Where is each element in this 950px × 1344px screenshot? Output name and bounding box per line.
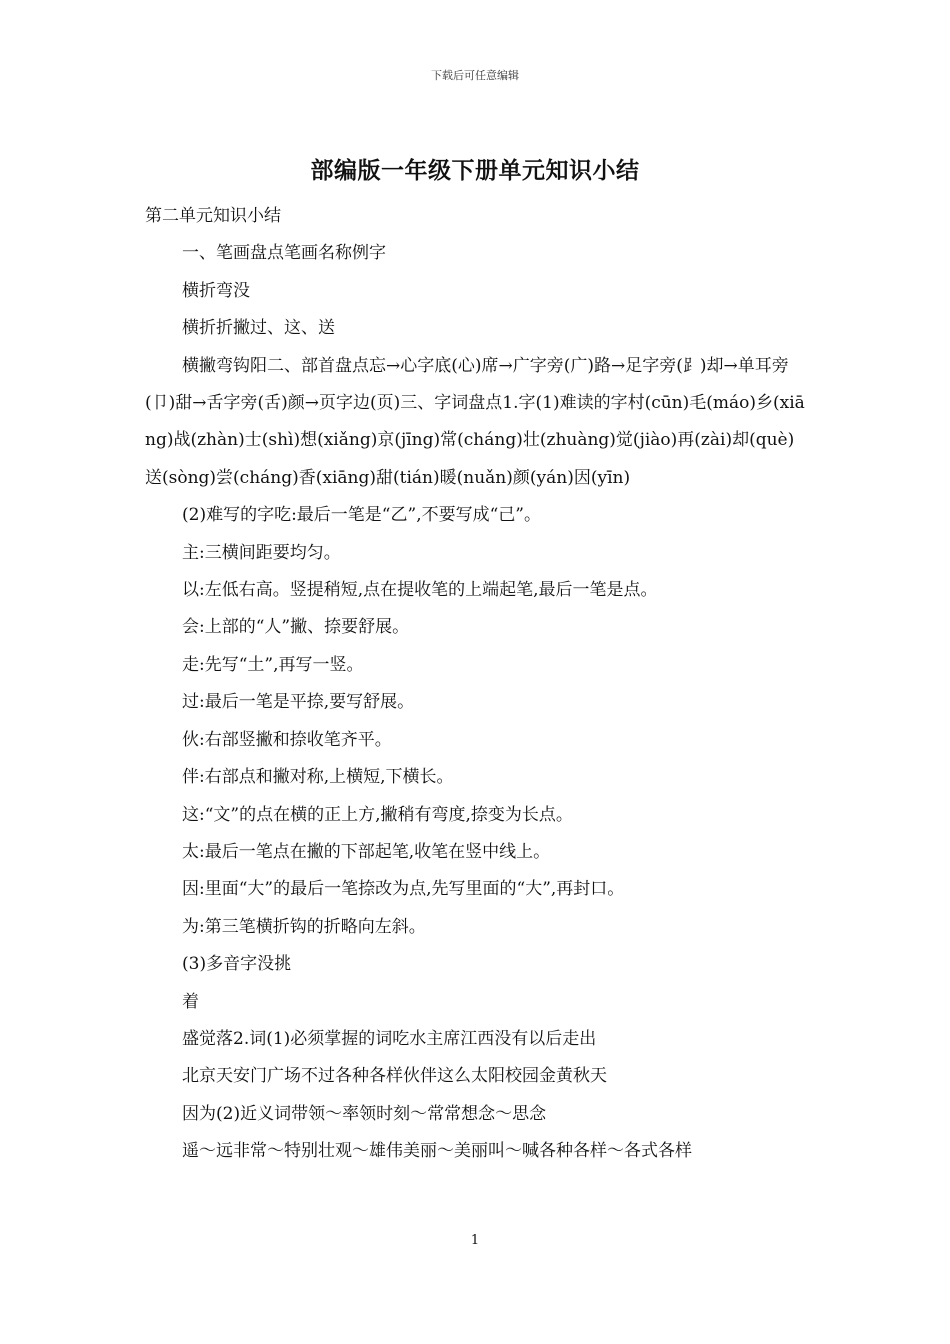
paragraph: 太:最后一笔点在撇的下部起笔,收笔在竖中线上。 <box>182 841 551 862</box>
paragraph: (3)多音字没挑 <box>182 954 292 975</box>
paragraph: 这:“文”的点在横的正上方,撇稍有弯度,捺变为长点。 <box>182 804 573 825</box>
paragraph: 横撇弯钩阳二、部首盘点忘→心字底(心)席→广字旁(广)路→足字旁(⻊)却→单耳旁(卩)甜→舌字旁(舌)颜→页字边(页)三、字词盘点1.字(1)难读的字村(cūn)毛(máo)乡(xiāng)战(zhàn)士(shì)想(xiǎng)京(jīng)常(cháng)壮(zhuàng)觉(jiào)再(zài)却(què)送(sòng)尝(cháng)香(xiāng)甜(tián)暖(nuǎn)颜(yán)因(yīn) <box>145 355 805 488</box>
paragraph: 为:第三笔横折钩的折略向左斜。 <box>182 916 426 937</box>
paragraph: 过:最后一笔是平捺,要写舒展。 <box>182 692 415 713</box>
paragraph: 伙:右部竖撇和捺收笔齐平。 <box>182 729 392 750</box>
paragraph: 以:左低右高。竖提稍短,点在提收笔的上端起笔,最后一笔是点。 <box>182 580 658 601</box>
paragraph: 横折弯没 <box>182 280 250 301</box>
paragraph: 盛觉落2.词(1)必须掌握的词吃水主席江西没有以后走出 <box>182 1028 597 1049</box>
paragraph: 北京天安门广场不过各种各样伙伴这么太阳校园金黄秋天 <box>182 1066 607 1087</box>
paragraph: (2)难写的字吃:最后一笔是“乙”,不要写成“己”。 <box>182 505 541 526</box>
paragraph: 横折折撇过、这、送 <box>182 318 335 339</box>
paragraph: 遥～远非常～特别壮观～雄伟美丽～美丽叫～喊各种各样～各式各样 <box>182 1141 692 1162</box>
paragraph: 伴:右部点和撇对称,上横短,下横长。 <box>182 767 454 788</box>
paragraph: 着 <box>182 991 199 1012</box>
paragraph: 一、笔画盘点笔画名称例字 <box>182 243 386 264</box>
paragraph: 第二单元知识小结 <box>145 206 281 226</box>
paragraph: 因:里面“大”的最后一笔捺改为点,先写里面的“大”,再封口。 <box>182 879 625 900</box>
document-title: 部编版一年级下册单元知识小结 <box>310 157 640 184</box>
paragraph: 主:三横间距要均匀。 <box>182 542 341 563</box>
paragraph: 走:先写“土”,再写一竖。 <box>182 654 364 675</box>
header-note: 下载后可任意编辑 <box>431 69 519 82</box>
page-number: 1 <box>470 1233 480 1248</box>
document-body <box>145 198 809 1171</box>
paragraph: 会:上部的“人”撇、捺要舒展。 <box>182 617 410 638</box>
paragraph: 因为(2)近义词带领～率领时刻～常常想念～思念 <box>182 1103 547 1124</box>
